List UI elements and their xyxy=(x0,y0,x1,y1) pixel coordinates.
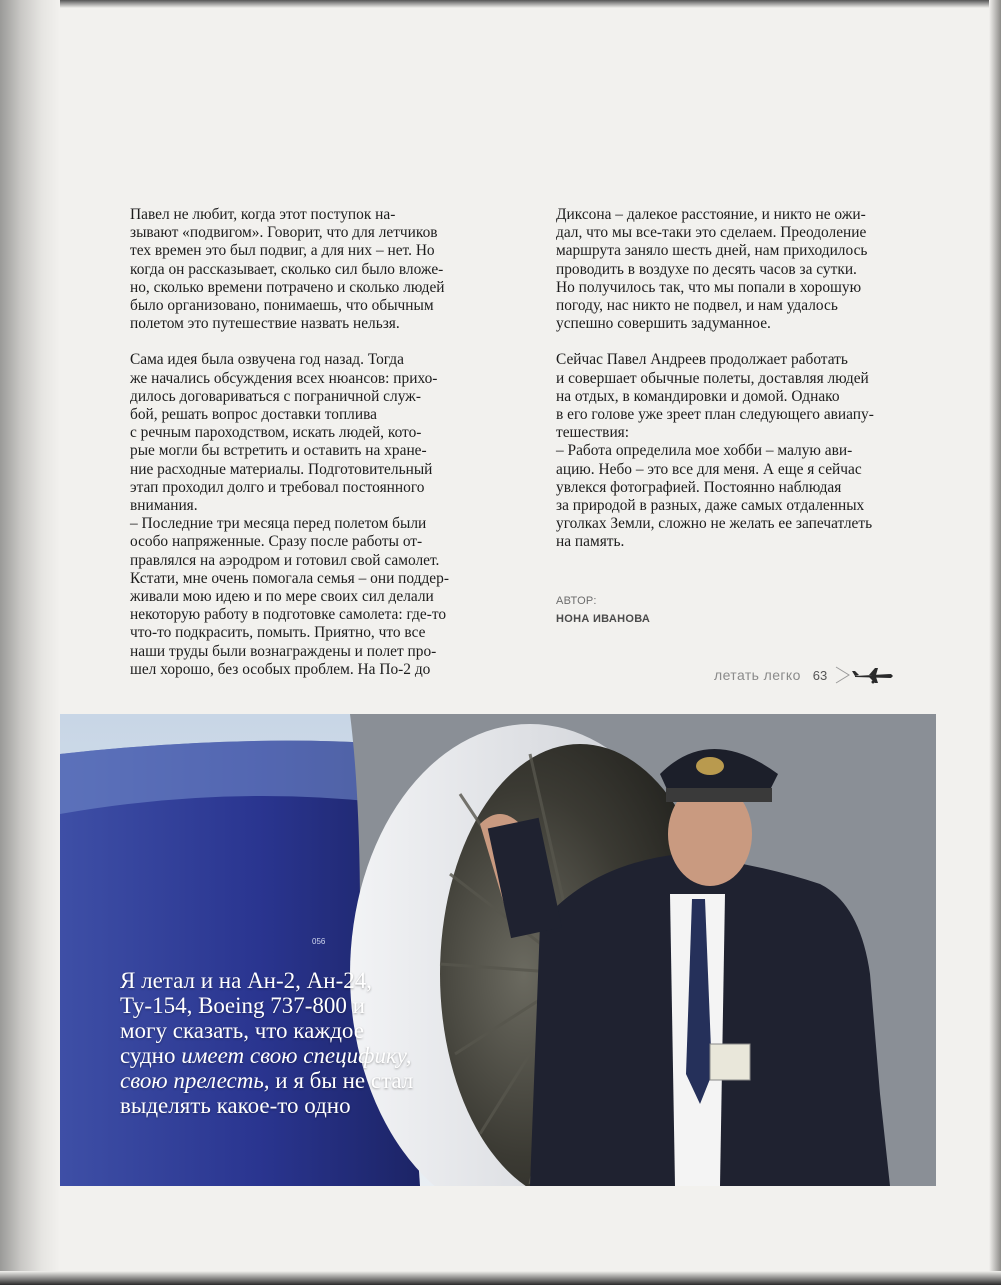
article-column-right xyxy=(556,206,916,628)
section-title: летать легко xyxy=(714,667,801,683)
author-name: НОНА ИВАНОВА xyxy=(556,613,651,626)
page-edge xyxy=(989,0,1001,1285)
author-label: АВТОР: xyxy=(556,594,597,607)
paragraph: Павел не любит, когда этот поступок на- зывают «подвигом». Говорит, что для летчиков тех времен это был подвиг, а для них – нет. Но когда он рассказывает, сколько сил было вложе- но, сколько времени потрачено и сколько людей было организовано, понимаешь, что обычным полетом это путешествие назвать нельзя. xyxy=(130,206,445,333)
author-credit xyxy=(556,574,916,629)
quote-emphasis: имеет свою специфику, xyxy=(181,1043,412,1068)
quote-text: и я бы не стал выделять какое-то одно xyxy=(120,1068,414,1118)
quote-text: Я летал и на Ан-2, Ан-24, Ту-154, Boeing 737-800 и могу сказать, что каждое судно xyxy=(120,968,372,1068)
quote-emphasis: свою прелесть, xyxy=(120,1068,270,1093)
pull-quote xyxy=(120,968,460,1118)
paragraph: – Последние три месяца перед полетом были особо напряженные. Сразу после работы от- правлялся на аэродром и готовил свой самолет. Кстати, мне очень помогала семья – они поддер- живали мою идею и по мере своих сил делали некоторую работу в подготовке самолета: где-то что-то подкрасить, помыть. Приятно, что все наши труды были вознаграждены и полет про- шел хорошо, без особых проблем. На По-2 до xyxy=(130,515,449,678)
binding-shadow xyxy=(0,0,60,1285)
page-number: 63 xyxy=(812,667,828,683)
page-bottom-shadow xyxy=(0,1271,1001,1285)
airplane-icon xyxy=(835,663,895,687)
page-top-shadow xyxy=(0,0,1001,8)
article-column-left xyxy=(130,206,490,679)
paragraph: Диксона – далекое расстояние, и никто не ожи- дал, что мы все-таки это сделаем. Преодоление маршрута заняло шесть дней, нам приходилось проводить в воздухе по десять часов за сутки. Но получилось так, что мы попали в хорошую погоду, нас никто не подвел, и нам удалось успешно совершить задуманное. xyxy=(556,206,868,333)
paragraph: Сама идея была озвучена год назад. Тогда же начались обсуждения всех нюансов: прихо- дилось договариваться с пограничной служ- бой, решать вопрос доставки топлива с речным пароходством, искать людей, кото- рые могли бы встретить и оставить на хране- ние расходные материалы. Подготовительный этап проходил долго и требовал постоянного внимания. xyxy=(130,351,438,515)
engine-label: 056 xyxy=(312,937,326,946)
paragraph: – Работа определила мое хобби – малую ави- ацию. Небо – это все для меня. А еще я сейчас увлекся фотографией. Постоянно наблюдая за природой в разных, даже самых отдаленных уголках Земли, сложно не желать ее запечатлеть на память. xyxy=(556,442,873,551)
paragraph: Сейчас Павел Андреев продолжает работать и совершает обычные полеты, доставляя людей на отдых, в командировки и домой. Однако в его голове уже зреет план следующего авиапу- тешествия: xyxy=(556,351,874,442)
page-footer xyxy=(714,664,895,686)
